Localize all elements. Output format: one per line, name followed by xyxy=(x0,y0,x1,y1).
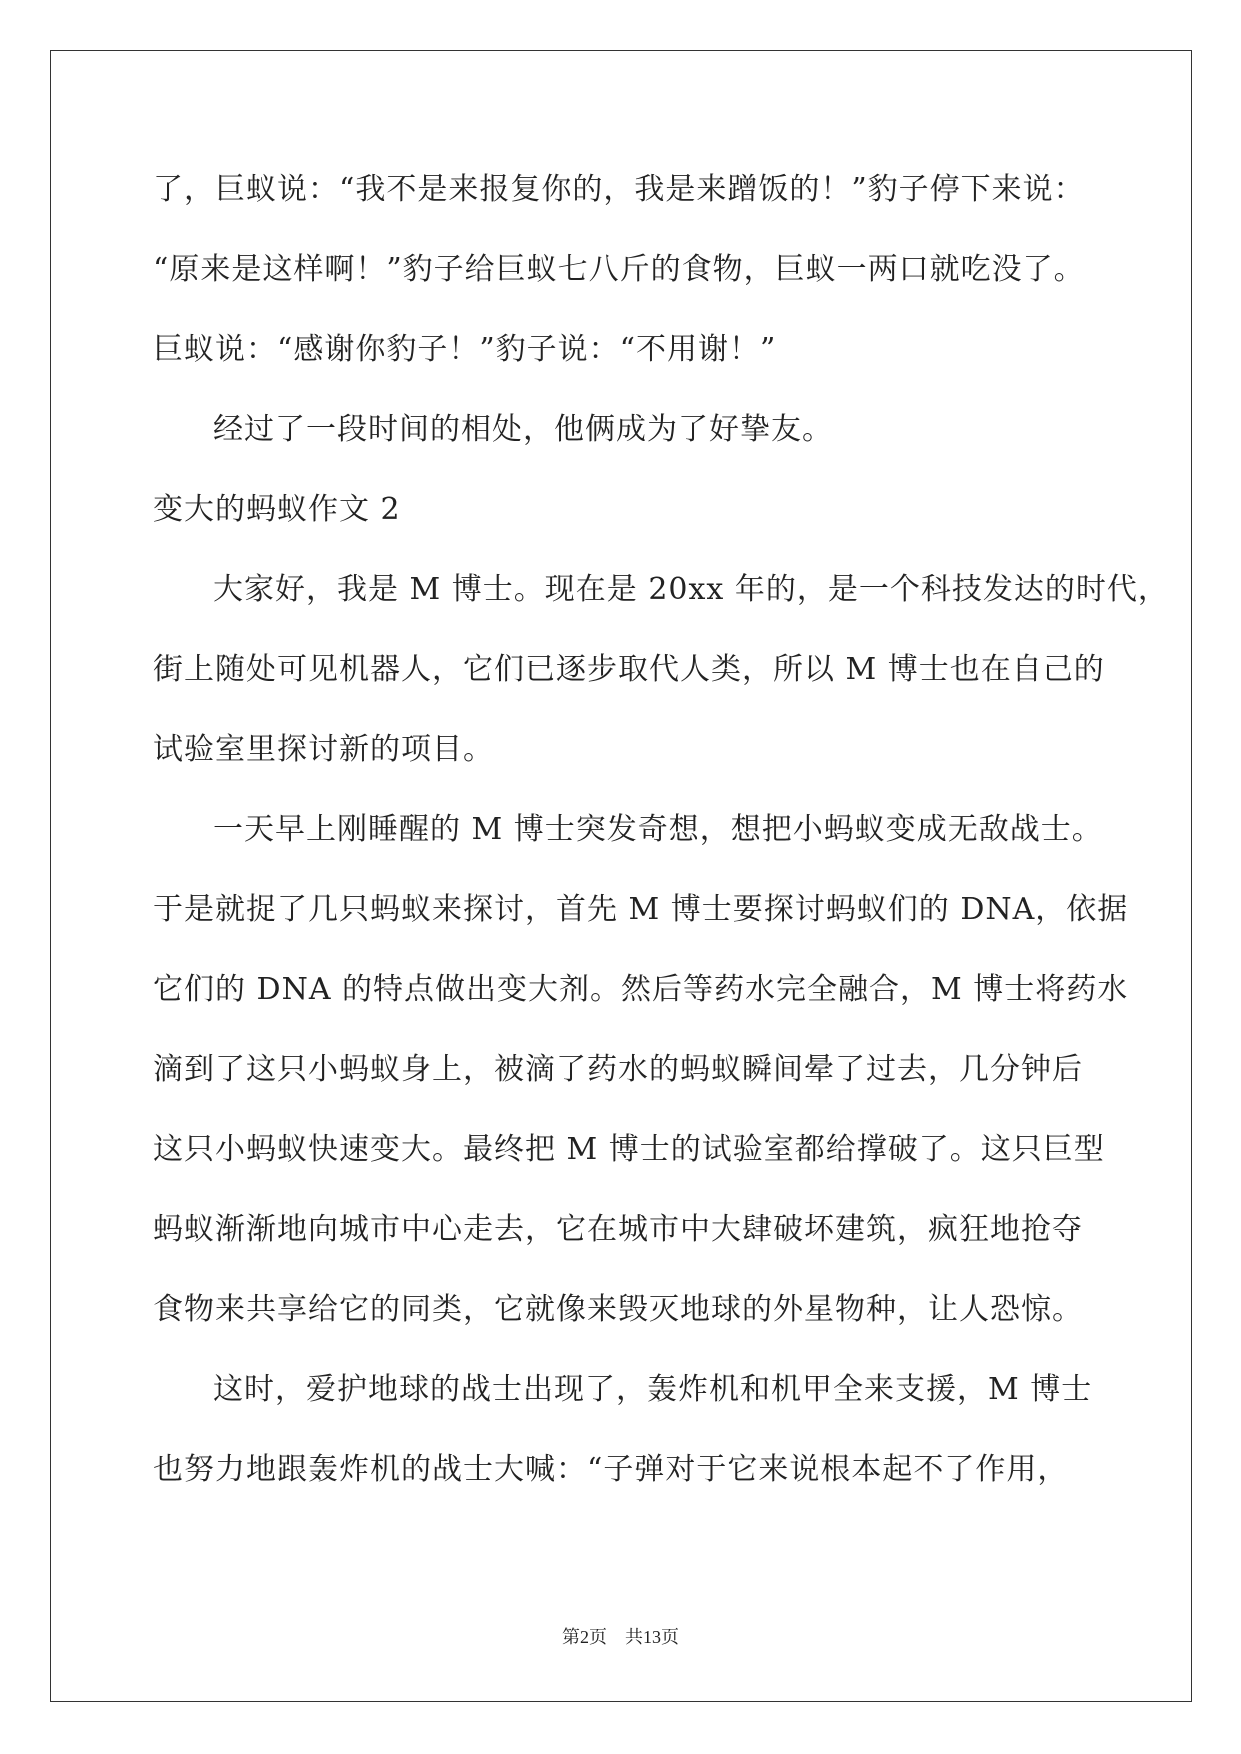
total-label-prefix: 共 xyxy=(625,1627,643,1648)
page-number: 2 xyxy=(580,1627,589,1647)
text-line: 大家好，我是 M 博士。现在是 20xx 年的，是一个科技发达的时代， xyxy=(213,572,1169,607)
text-line: 经过了一段时间的相处，他俩成为了好挚友。 xyxy=(213,412,833,447)
text-line: 街上随处可见机器人，它们已逐步取代人类，所以 M 博士也在自己的 xyxy=(153,652,1105,687)
text-line: “原来是这样啊！”豹子给巨蚁七八斤的食物，巨蚁一两口就吃没了。 xyxy=(153,252,1085,287)
text-line: 它们的 DNA 的特点做出变大剂。然后等药水完全融合，M 博士将药水 xyxy=(153,972,1129,1007)
text-line: 一天早上刚睡醒的 M 博士突发奇想，想把小蚂蚁变成无敌战士。 xyxy=(213,812,1103,847)
total-label-suffix: 页 xyxy=(661,1627,679,1648)
section-heading: 变大的蚂蚁作文 2 xyxy=(153,492,401,527)
text-line: 也努力地跟轰炸机的战士大喊：“子弹对于它来说根本起不了作用， xyxy=(153,1452,1069,1487)
page-label-suffix: 页 xyxy=(589,1627,607,1648)
total-pages: 13 xyxy=(643,1627,661,1647)
text-line: 巨蚁说：“感谢你豹子！”豹子说：“不用谢！” xyxy=(153,332,777,367)
text-line: 滴到了这只小蚂蚁身上，被滴了药水的蚂蚁瞬间晕了过去，几分钟后 xyxy=(153,1052,1083,1087)
document-body xyxy=(153,150,1169,1510)
text-line: 食物来共享给它的同类，它就像来毁灭地球的外星物种，让人恐惊。 xyxy=(153,1292,1083,1327)
text-line: 这只小蚂蚁快速变大。最终把 M 博士的试验室都给撑破了。这只巨型 xyxy=(153,1132,1105,1167)
text-line: 于是就捉了几只蚂蚁来探讨，首先 M 博士要探讨蚂蚁们的 DNA，依据 xyxy=(153,892,1129,927)
text-line: 蚂蚁渐渐地向城市中心走去，它在城市中大肆破坏建筑，疯狂地抢夺 xyxy=(153,1212,1083,1247)
page-footer xyxy=(0,1623,1241,1649)
page-label-prefix: 第 xyxy=(562,1627,580,1648)
text-line: 试验室里探讨新的项目。 xyxy=(153,732,494,767)
text-line: 这时，爱护地球的战士出现了，轰炸机和机甲全来支援，M 博士 xyxy=(213,1372,1093,1407)
text-line: 了，巨蚁说：“我不是来报复你的，我是来蹭饭的！”豹子停下来说： xyxy=(153,172,1085,207)
